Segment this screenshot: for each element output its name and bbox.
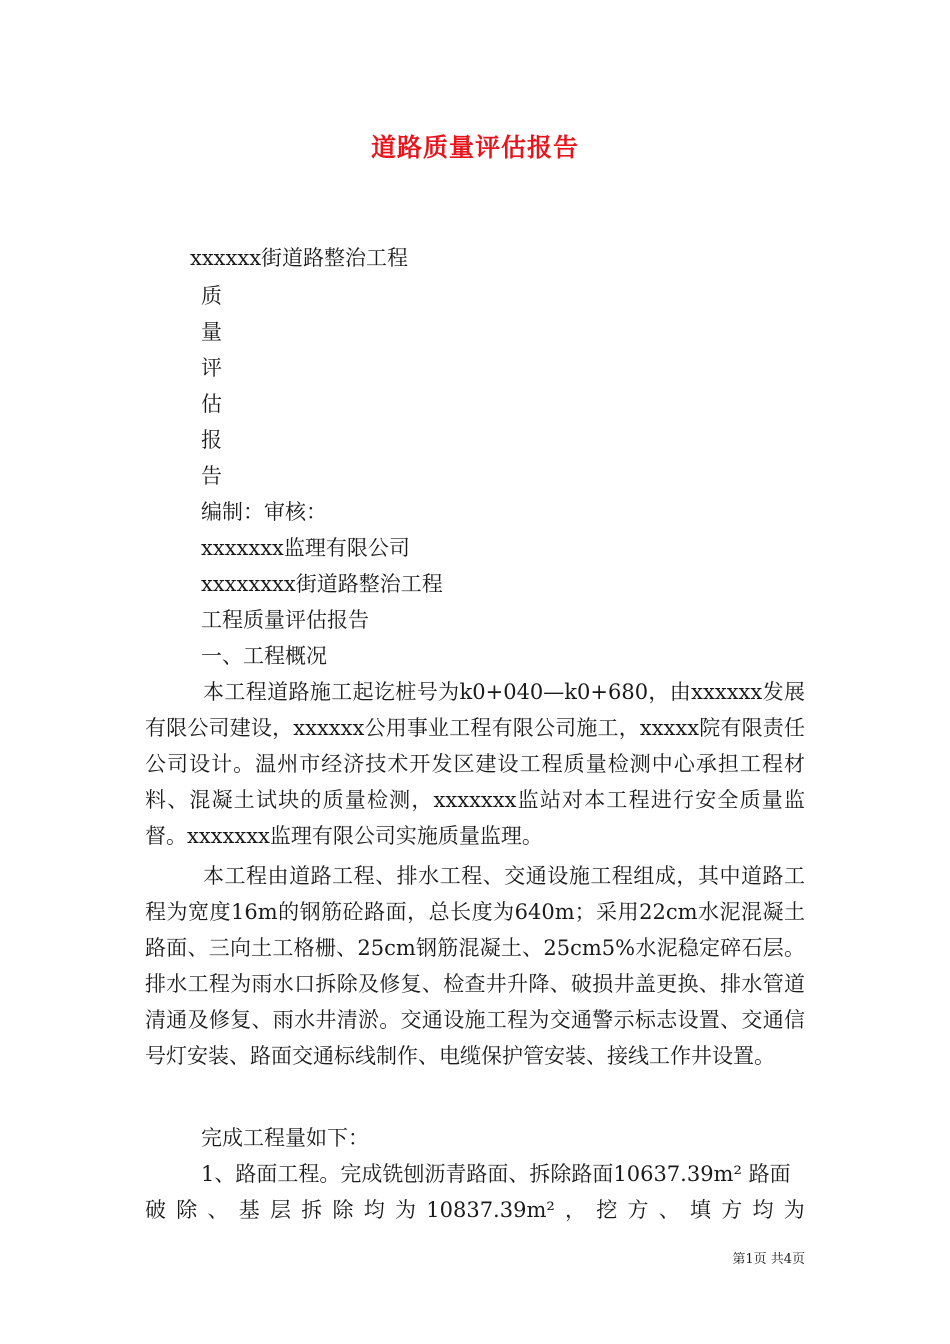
cover-report-title: 工程质量评估报告 xyxy=(201,608,369,632)
cover-prepared-by: 编制：审核： xyxy=(201,500,327,524)
item-1-line-2-segment: 基 xyxy=(238,1198,260,1222)
item-1-line-2-segment: 10837.39m² xyxy=(426,1198,555,1222)
item-1-line-2-segment: 为 xyxy=(783,1198,805,1222)
item-1-line-2-segment: 均 xyxy=(752,1198,774,1222)
cover-vertical-char: 估 xyxy=(201,392,222,416)
page-footer: 第1页 共4页 xyxy=(732,1252,805,1267)
cover-vertical-char: 告 xyxy=(201,464,222,488)
paragraph-project-parties xyxy=(145,674,805,854)
document-title: 道路质量评估报告 xyxy=(370,133,579,162)
paragraph-1-text: 本工程道路施工起讫桩号为k0+040—k0+680，由xxxxxx发展有限公司建设，xxxxxx公用事业工程有限公司施工，xxxxx院有限责任公司设计。温州市经济技术开发区建设工程质量检测中心承担工程材料、混凝土试块的质量检测，xxxxxxx监站对本工程进行安全质量监督。xxxxxxx监理有限公司实施质量监理。 xyxy=(145,680,805,848)
completed-quantities-heading: 完成工程量如下： xyxy=(201,1126,369,1150)
item-1-line-2-segment: 挖 xyxy=(596,1198,618,1222)
item-1-line-2 xyxy=(145,1192,805,1228)
item-1-line-2-segment: 为 xyxy=(395,1198,416,1222)
item-1-line-2-segment: 拆 xyxy=(301,1198,323,1222)
paragraph-project-scope xyxy=(145,858,805,1074)
item-1-line-2-segment: 均 xyxy=(363,1198,385,1222)
item-1-line-2-segment: 除 xyxy=(332,1198,354,1222)
item-1-line-1: 1、路面工程。完成铣刨沥青路面、拆除路面10637.39m² 路面 xyxy=(201,1162,791,1186)
cover-vertical-char: 质 xyxy=(201,284,222,308)
cover-company: xxxxxxx监理有限公司 xyxy=(201,536,410,560)
item-1-line-2-segment: 层 xyxy=(270,1198,291,1222)
item-1-line-2-segment: 填 xyxy=(690,1198,712,1222)
section-heading-overview: 一、工程概况 xyxy=(201,644,327,668)
paragraph-2-text: 本工程由道路工程、排水工程、交通设施工程组成，其中道路工程为宽度16m的钢筋砼路面，总长度为640m；采用22cm水泥混凝土路面、三向土工格栅、25cm钢筋混凝土、25cm5%水泥稳定碎石层。排水工程为雨水口拆除及修复、检查井升降、破损井盖更换、排水管道清通及修复、雨水井清淤。交通设施工程为交通警示标志设置、交通信号灯安装、路面交通标线制作、电缆保护管安装、接线工作井设置。 xyxy=(145,864,805,1068)
item-1-line-2-segment: 方 xyxy=(627,1198,649,1222)
cover-project-2: xxxxxxxx街道路整治工程 xyxy=(201,572,443,596)
cover-vertical-char: 报 xyxy=(201,428,222,452)
cover-vertical-char: 评 xyxy=(201,356,222,380)
cover-project: xxxxxx街道路整治工程 xyxy=(190,246,409,270)
item-1-line-2-segment: 破 xyxy=(145,1198,166,1222)
item-1-line-2-segment: 方 xyxy=(721,1198,743,1222)
cover-vertical-char: 量 xyxy=(201,320,222,344)
item-1-line-2-segment: ， xyxy=(565,1198,587,1222)
item-1-line-2-segment: 除 xyxy=(176,1198,198,1222)
item-1-line-2-segment: 、 xyxy=(207,1198,229,1222)
item-1-line-2-segment: 、 xyxy=(658,1198,680,1222)
